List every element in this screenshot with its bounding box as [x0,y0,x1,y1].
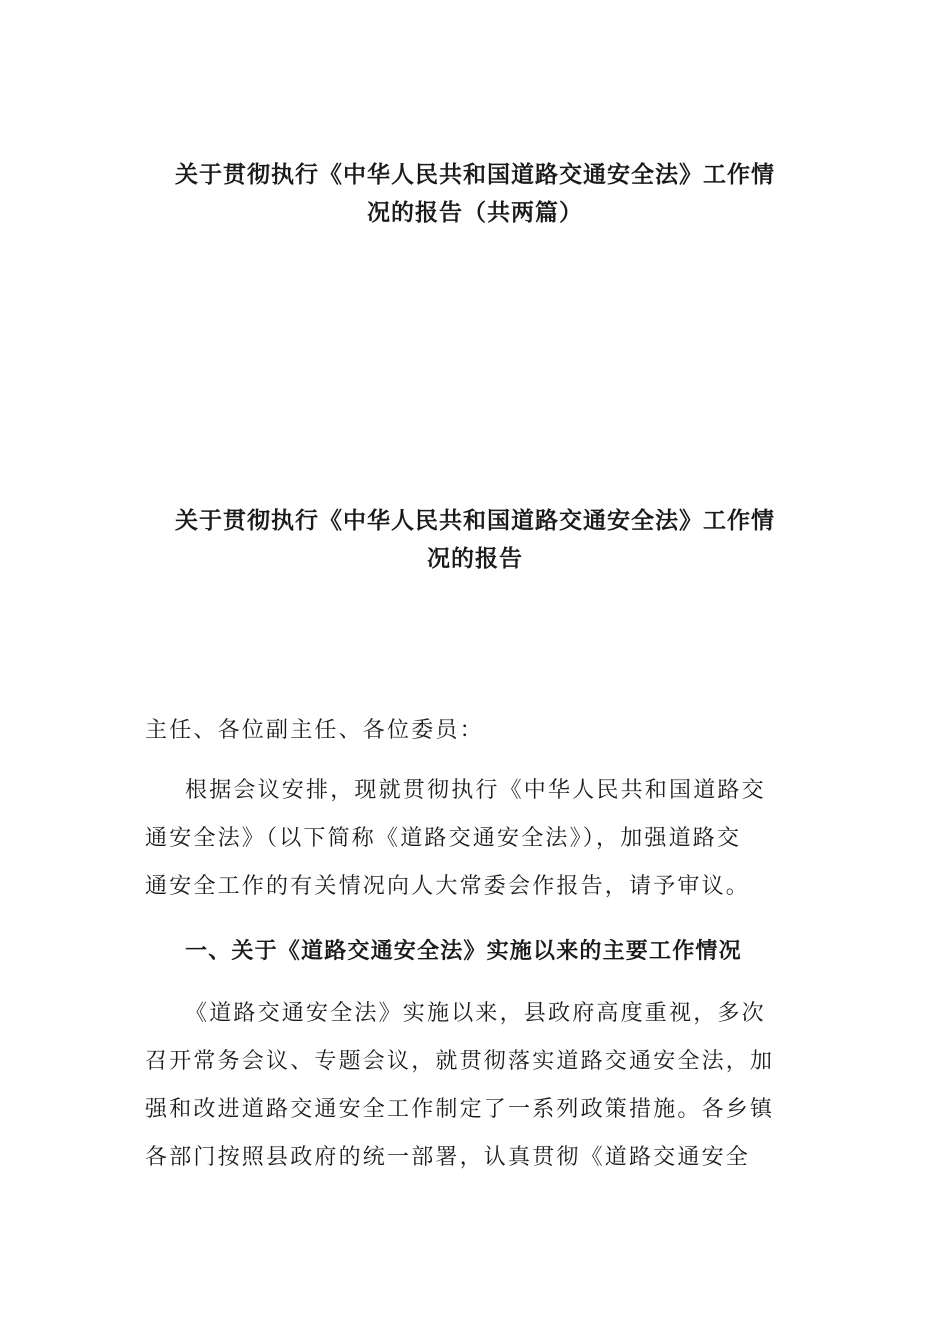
salutation [145,707,807,755]
document-title [145,156,805,232]
paragraph-line: 召开常务会议、专题会议，就贯彻落实道路交通安全法，加 [145,1049,775,1074]
report-title-line-1: 关于贯彻执行《中华人民共和国道路交通安全法》工作情 [175,508,775,534]
paragraph-line: 各部门按照县政府的统一部署，认真贯彻《道路交通安全 [145,1145,751,1170]
paragraph-line: 通安全法》（以下简称《道路交通安全法》），加强道路交 [145,826,742,851]
paragraph-intro [145,767,807,911]
document-title-line-1: 关于贯彻执行《中华人民共和国道路交通安全法》工作情 [175,162,775,188]
paragraph-line: 通安全工作的有关情况向人大常委会作报告，请予审议。 [145,874,751,899]
document-title-line-2: 况的报告（共两篇） [367,200,583,226]
paragraph-line: 根据会议安排，现就贯彻执行《中华人民共和国道路交 [185,778,766,803]
paragraph-line: 《道路交通安全法》实施以来，县政府高度重视，多次 [185,1001,766,1026]
paragraph-line: 强和改进道路交通安全工作制定了一系列政策措施。各乡镇 [145,1097,775,1122]
section-heading-1: 一、关于《道路交通安全法》实施以来的主要工作情况 [185,939,742,964]
report-title-line-2: 况的报告 [427,546,523,572]
salutation-text: 主任、各位副主任、各位委员： [145,718,484,743]
paragraph-section-1 [145,990,807,1182]
report-title [145,502,805,578]
